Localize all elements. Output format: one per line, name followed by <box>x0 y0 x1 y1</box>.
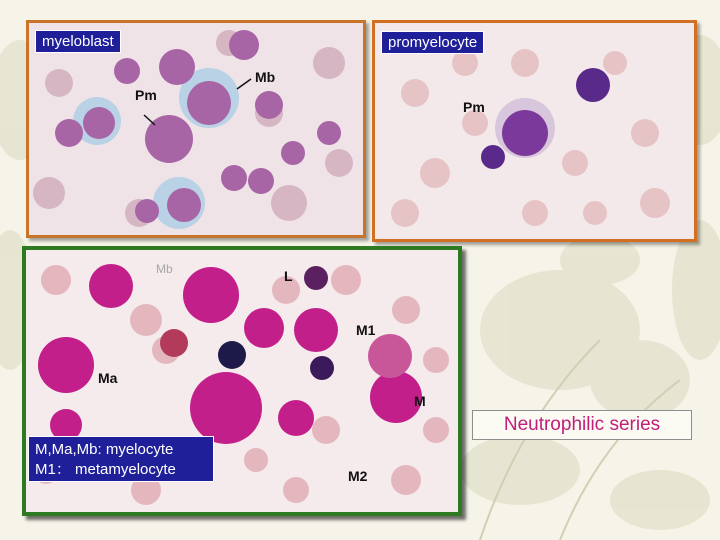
m2-label: M2 <box>348 468 368 484</box>
promyelocyte-label: promyelocyte <box>381 31 484 54</box>
legend-line-2: M1： metamyelocyte <box>35 461 176 478</box>
l-label: L <box>284 268 293 284</box>
mb-label: Mb <box>156 262 173 276</box>
pm-label: Pm <box>463 99 485 115</box>
legend-line-1: M,Ma,Mb: myelocyte <box>35 441 174 458</box>
promyelocyte-image <box>372 20 697 242</box>
m1-label: M1 <box>356 322 376 338</box>
mb-label: Mb <box>255 69 276 85</box>
myeloblast-image <box>26 20 366 238</box>
pm-label: Pm <box>135 87 157 103</box>
myeloblast-label: myeloblast <box>35 30 121 53</box>
m-label: M <box>414 393 426 409</box>
myelocyte-legend <box>28 436 214 482</box>
series-title: Neutrophilic series <box>472 410 692 440</box>
ma-label: Ma <box>98 370 118 386</box>
